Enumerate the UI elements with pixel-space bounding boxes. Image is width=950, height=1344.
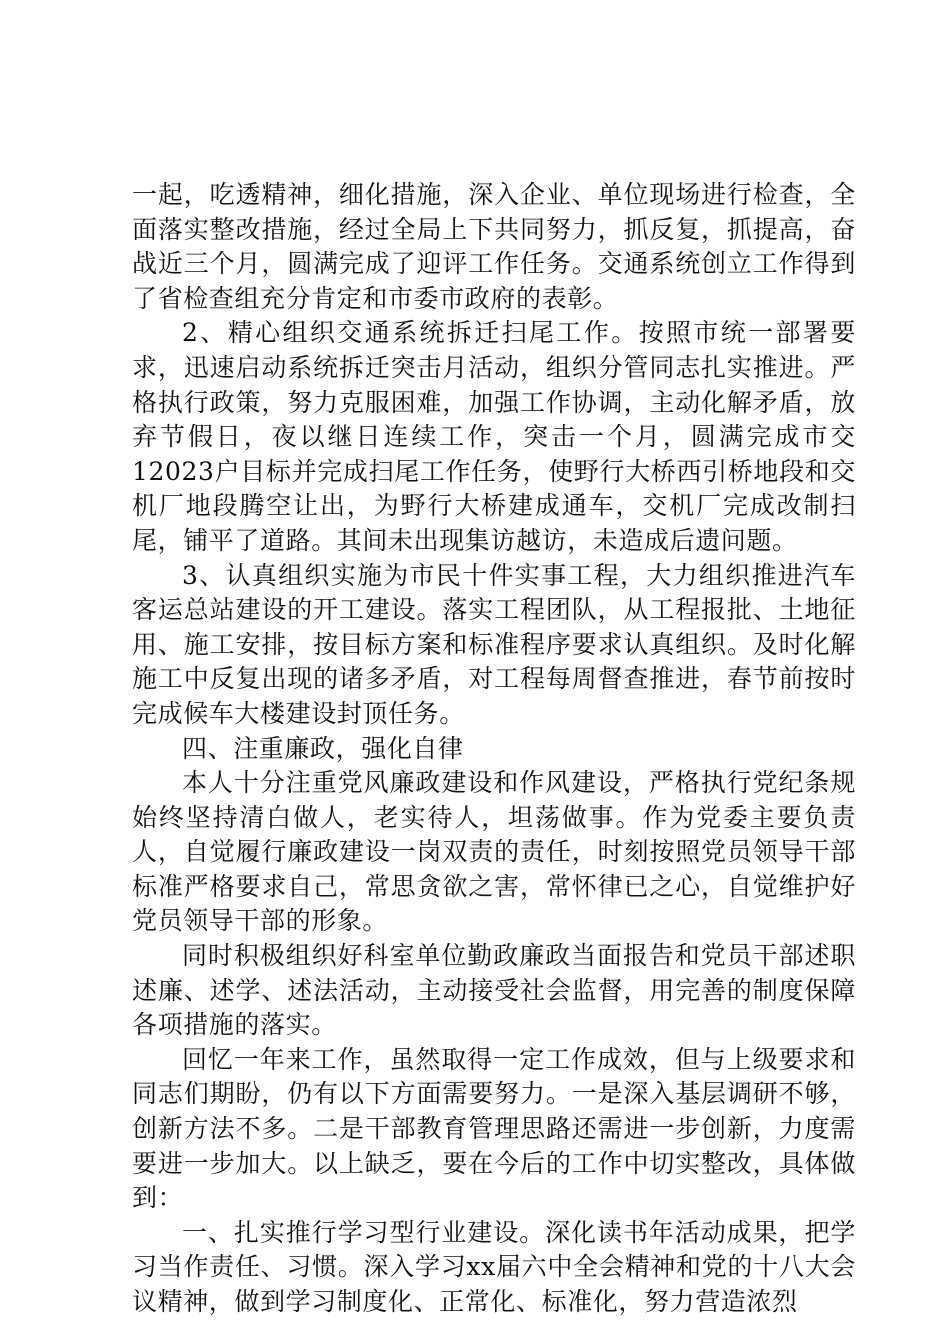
paragraph-continuation: 一起，吃透精神，细化措施，深入企业、单位现场进行检查，全面落实整改措施，经过全局上下共同努力，抓反复，抓提高，奋战近三个月，圆满完成了迎评工作任务。交通系统创立工作得到了省检查组充分肯定和市委市政府的表彰。 (132, 180, 856, 313)
section-heading-4: 四、注重廉政，强化自律 (182, 733, 464, 763)
paragraph-measure-1: 一、扎实推行学习型行业建设。深化读书年活动成果，把学习当作责任、习惯。深入学习xx届六中全会精神和党的十八大会议精神，做到学习制度化、正常化、标准化，努力营造浓烈 (132, 1217, 856, 1316)
paragraph-integrity: 本人十分注重党风廉政建设和作风建设，严格执行党纪条规始终坚持清白做人，老实待人，坦荡做事。作为党委主要负责人，自觉履行廉政建设一岗双责的责任，时刻按照党员领导干部标准严格要求自己，常思贪欲之害，常怀律已之心，自觉维护好党员领导干部的形象。 (132, 768, 856, 936)
paragraph-supervision: 同时积极组织好科室单位勤政廉政当面报告和党员干部述职述廉、述学、述法活动，主动接受社会监督，用完善的制度保障各项措施的落实。 (132, 941, 856, 1040)
paragraph-item-3: 3、认真组织实施为市民十件实事工程，大力组织推进汽车客运总站建设的开工建设。落实工程团队，从工程报批、土地征用、施工安排，按目标方案和标准程序要求认真组织。及时化解施工中反复出现的诸多矛盾，对工程每周督查推进，春节前按时完成候车大楼建设封顶任务。 (132, 560, 856, 728)
paragraph-shortcomings: 回忆一年来工作，虽然取得一定工作成效，但与上级要求和同志们期盼，仍有以下方面需要努力。一是深入基层调研不够，创新方法不多。二是干部教育管理思路还需进一步创新，力度需要进一步加大。以上缺乏，要在今后的工作中切实整改，具体做到： (132, 1044, 856, 1213)
document-body (132, 178, 856, 1320)
paragraph-item-2: 2、精心组织交通系统拆迁扫尾工作。按照市统一部署要求，迅速启动系统拆迁突击月活动，组织分管同志扎实推进。严格执行政策，努力克服困难，加强工作协调，主动化解矛盾，放弃节假日，夜以继日连续工作，突击一个月，圆满完成市交12023户目标并完成扫尾工作任务，使野行大桥西引桥地段和交机厂地段腾空让出，为野行大桥建成通车，交机厂完成改制扫尾，铺平了道路。其间未出现集访越访，未造成后遗问题。 (132, 318, 856, 555)
